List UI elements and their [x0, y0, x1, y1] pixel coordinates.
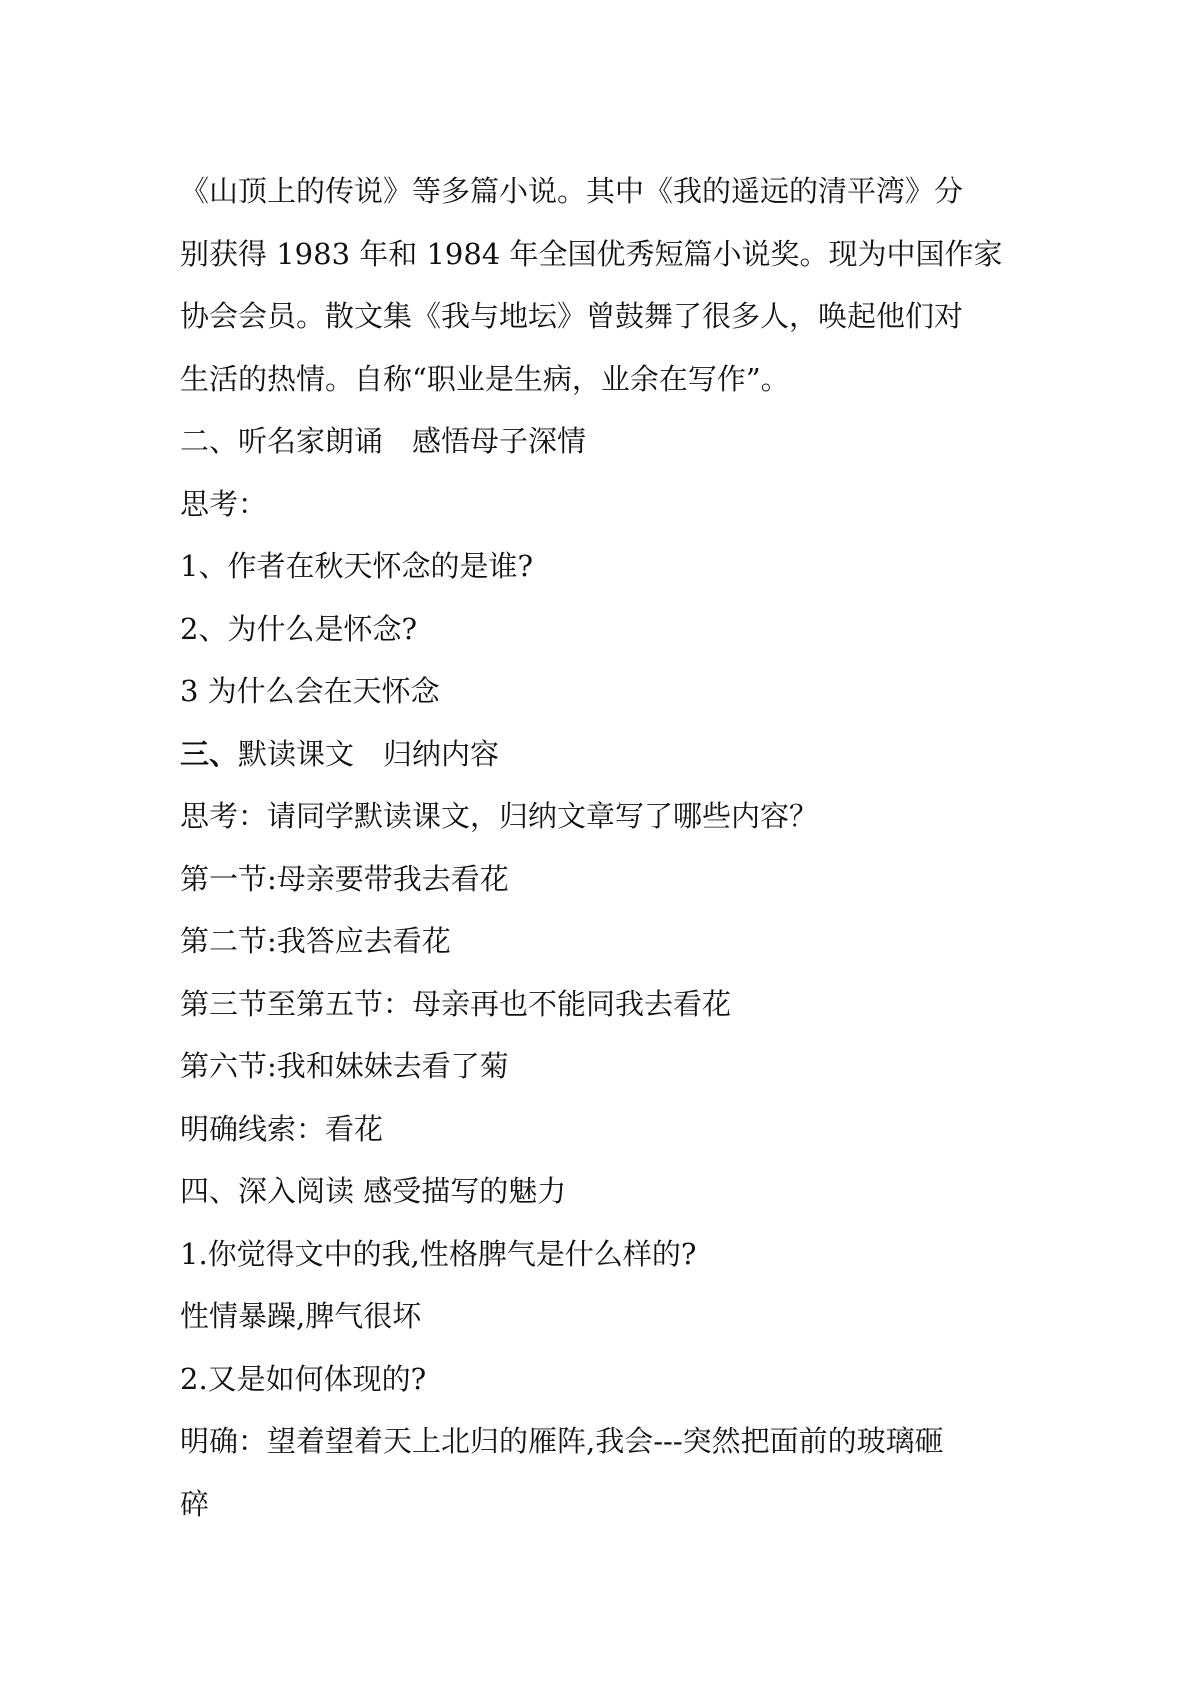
- section-4-answer-1: 性情暴躁,脾气很坏: [180, 1299, 422, 1333]
- section-4-heading: 四、深入阅读 感受描写的魅力: [180, 1174, 567, 1208]
- intro-line-2: 别获得 1983 年和 1984 年全国优秀短篇小说奖。现为中国作家: [180, 236, 1003, 271]
- section-3-heading-mark: 三、: [180, 736, 239, 771]
- intro-line-4: 生活的热情。自称“职业是生病，业余在写作”。: [180, 361, 790, 396]
- section-2-heading: 二、听名家朗诵 感悟母子深情: [180, 424, 587, 458]
- section-4-question-1: 1.你觉得文中的我,性格脾气是什么样的?: [180, 1236, 697, 1271]
- section-3-heading: [180, 723, 1020, 786]
- section-3-clue: 明确线索：看花: [180, 1111, 384, 1146]
- section-3-heading-text: 默读课文 归纳内容: [238, 736, 500, 771]
- section-2-question-3: 3 为什么会在天怀念: [180, 674, 440, 708]
- document-body: [180, 160, 1020, 1535]
- intro-line-1: 《山顶上的传说》等多篇小说。其中《我的遥远的清平湾》分: [180, 174, 964, 208]
- section-4-question-2: 2.又是如何体现的?: [180, 1361, 427, 1396]
- section-3-item-1: 第一节:母亲要带我去看花: [180, 861, 509, 896]
- section-2-question-1: 1、作者在秋天怀念的是谁?: [180, 549, 533, 583]
- section-3-item-2: 第二节:我答应去看花: [180, 924, 451, 958]
- section-4-answer-2-line-2: 碎: [180, 1486, 210, 1521]
- intro-line-3: 协会会员。散文集《我与地坛》曾鼓舞了很多人，唤起他们对: [180, 299, 964, 333]
- section-3-prompt: 思考：请同学默读课文，归纳文章写了哪些内容？: [180, 799, 819, 833]
- section-3-item-4: 第六节:我和妹妹去看了菊: [180, 1049, 509, 1083]
- section-2-question-2: 2、为什么是怀念?: [180, 611, 417, 646]
- section-3-item-3: 第三节至第五节：母亲再也不能同我去看花: [180, 986, 732, 1021]
- section-4-answer-2-line-1: 明确：望着望着天上北归的雁阵,我会---突然把面前的玻璃砸: [180, 1424, 944, 1458]
- section-2-think-label: 思考：: [180, 486, 268, 521]
